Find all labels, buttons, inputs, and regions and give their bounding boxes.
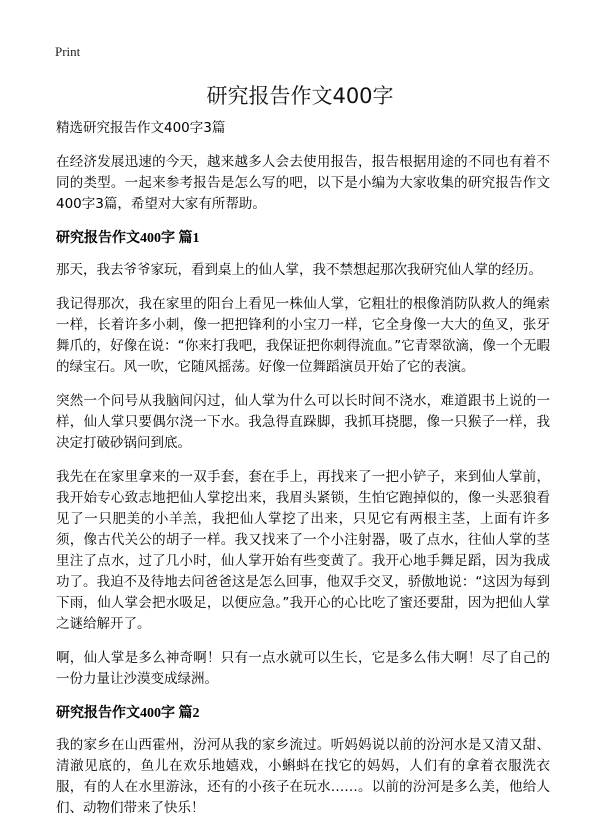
paragraph: 啊，仙人掌是多么神奇啊！只有一点水就可以生长，它是多么伟大啊！尽了自己的一份力量让沙漠变成绿洲。: [56, 650, 550, 687]
article-subtitle: 精选研究报告作文400字3篇: [56, 120, 226, 136]
print-label: Print: [55, 44, 81, 59]
paragraph: 突然一个问号从我脑间闪过，仙人掌为什么可以长时间不浇水，难道跟书上说的一样，仙人掌只要偶尔浇一下水。我急得直跺脚，我抓耳挠腮，像一只猴子一样，我决定打破砂锅问到底。: [56, 393, 550, 451]
paragraph: 我先在在家里拿来的一双手套，套在手上，再找来了一把小铲子，来到仙人掌前，我开始专心致志地把仙人掌挖出来，我眉头紧锁，生怕它跑掉似的，像一头恶狼看见了一只肥美的小羊羔，我把仙人掌挖了出来，只见它有两根主茎，上面有许多须，像古代关公的胡子一样。我又找来了一个小注射器，吸了点水，往仙人掌的茎里注了点水，过了几小时，仙人掌开始有些变黄了。我开心地手舞足蹈，因为我成功了。我迫不及待地去问爸爸这是怎么回事，他双手交叉，骄傲地说：“这因为每到下雨，仙人掌会把水吸足，以便应急。”我开心的心比吃了蜜还要甜，因为把仙人掌之谜给解开了。: [56, 469, 550, 632]
section-heading: 研究报告作文400字 篇1: [56, 231, 200, 246]
intro-paragraph: 在经济发展迅速的今天，越来越多人会去使用报告，报告根据用途的不同也有着不同的类型。一起来参考报告是怎么写的吧，以下是小编为大家收集的研究报告作文400字3篇，希望对大家有所帮助。: [56, 154, 550, 212]
paragraph: 那天，我去爷爷家玩，看到桌上的仙人掌，我不禁想起那次我研究仙人掌的经历。: [56, 262, 542, 278]
article-body: [56, 118, 550, 832]
page-title: 研究报告作文400字: [206, 84, 394, 108]
paragraph: 我的家乡在山西霍州，汾河从我的家乡流过。听妈妈说以前的汾河水是又清又甜、清澈见底的，鱼儿在欢乐地嬉戏，小蝌蚪在找它的妈妈，人们有的拿着衣服洗衣服，有的人在水里游泳，还有的小孩子在玩水……。以前的汾河是多么美，他给人们、动物们带来了快乐！: [56, 737, 550, 816]
section-heading: 研究报告作文400字 篇2: [56, 706, 200, 721]
paragraph: 我记得那次，我在家里的阳台上看见一株仙人掌，它粗壮的根像消防队救人的绳索一样，长着许多小刺，像一把把锋利的小宝刀一样，它全身像一大大的鱼叉，张牙舞爪的，好像在说：“你来打我吧，我保证把你刺得流血。”它青翠欲滴，像一个无暇的绿宝石。风一吹，它随风摇荡。好像一位舞蹈演员开始了它的表演。: [56, 296, 550, 375]
